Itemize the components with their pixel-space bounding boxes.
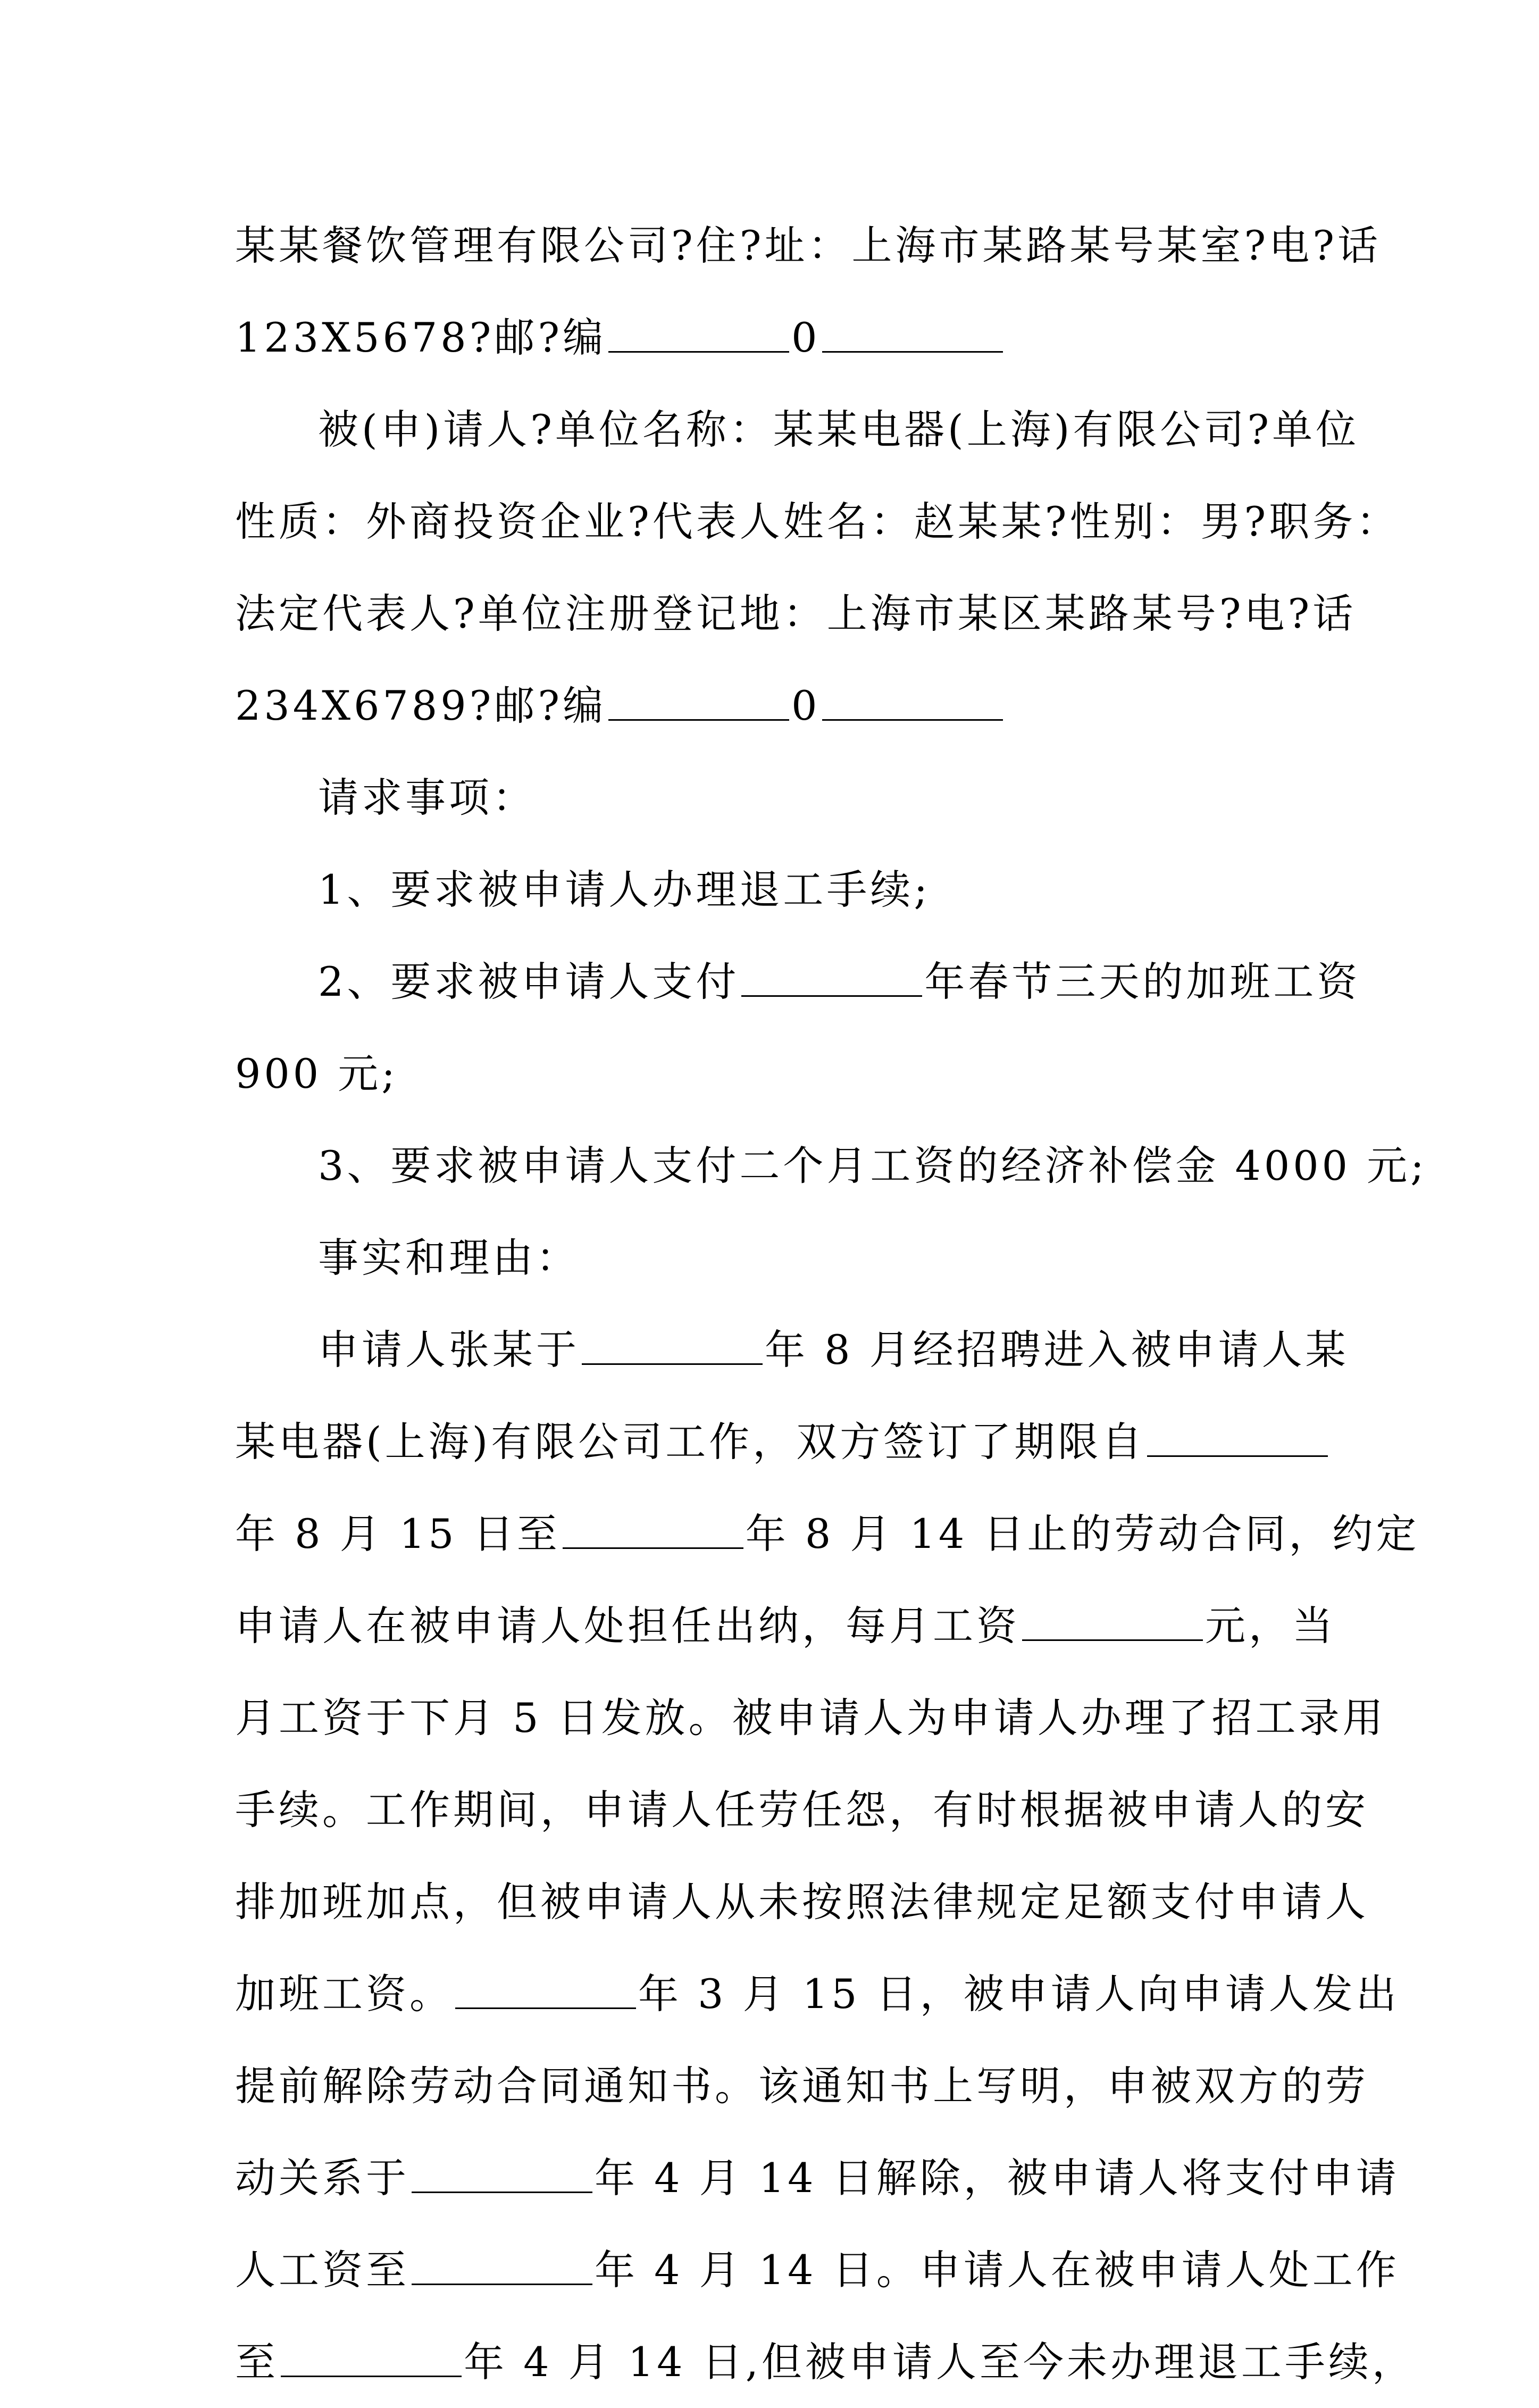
request-item-2-cont [235, 1028, 1312, 1120]
text-segment: 年 4 月 14 日解除，被申请人将支付申请 [595, 2154, 1400, 2202]
text-segment: 年春节三天的加班工资 [924, 958, 1361, 1005]
text-line-6 [235, 660, 1312, 752]
text-segment: 事实和理由： [318, 1234, 580, 1281]
text-segment: 234X6789?邮?编 [235, 682, 607, 729]
text-segment: 3、要求被申请人支付二个月工资的经济补偿金 4000 元; [318, 1142, 1427, 1189]
fill-in-blank [563, 1515, 743, 1549]
text-segment: 年 8 月 14 日止的劳动合同，约定 [745, 1510, 1420, 1557]
fill-in-blank [741, 963, 922, 997]
text-line-15 [235, 1488, 1420, 1580]
section-heading-requests [235, 752, 1312, 844]
text-segment: 手续。工作期间，申请人任劳任怨，有时根据被申请人的安 [235, 1786, 1369, 1834]
text-segment: 法定代表人?单位注册登记地：上海市某区某路某号?电?话 [235, 590, 1357, 637]
text-segment: 动关系于 [235, 2154, 409, 2202]
fill-in-blank [1147, 1423, 1328, 1457]
text-segment: 0 [791, 314, 821, 361]
text-segment: 2、要求被申请人支付 [318, 958, 740, 1005]
text-segment: 1、要求被申请人办理退工手续; [318, 866, 931, 913]
text-line-21 [235, 2040, 1369, 2132]
text-line-13 [235, 1304, 1349, 1396]
text-line-1 [235, 199, 1381, 291]
text-segment: 申请人张某于 [318, 1326, 580, 1373]
text-line-14 [235, 1396, 1312, 1488]
text-line-23 [235, 2224, 1400, 2316]
text-line-16 [235, 1580, 1336, 1672]
fill-in-blank [822, 319, 1003, 353]
text-line-19 [235, 1856, 1369, 1948]
text-segment: 年 8 月经招聘进入被申请人某 [765, 1326, 1349, 1373]
fill-in-blank [412, 2252, 592, 2285]
fill-in-blank [281, 2344, 462, 2377]
text-line-5 [235, 568, 1357, 660]
text-segment: 某某餐饮管理有限公司?住?址：上海市某路某号某室?电?话 [235, 222, 1381, 269]
text-segment: 0 [791, 682, 821, 729]
text-segment: 请求事项： [318, 774, 536, 821]
fill-in-blank [1022, 1607, 1203, 1641]
text-segment: 提前解除劳动合同通知书。该通知书上写明，申被双方的劳 [235, 2062, 1369, 2110]
fill-in-blank [455, 1976, 636, 2009]
text-line-20 [235, 1948, 1400, 2040]
text-segment: 年 3 月 15 日，被申请人向申请人发出 [638, 1970, 1400, 2018]
request-item-1 [235, 844, 1312, 936]
text-segment: 123X5678?邮?编 [235, 314, 607, 361]
request-item-2 [235, 936, 1361, 1028]
request-item-3 [235, 1120, 1427, 1212]
text-line-4 [235, 476, 1400, 568]
text-segment: 被(申)请人?单位名称：某某电器(上海)有限公司?单位 [318, 406, 1360, 453]
fill-in-blank [412, 2160, 592, 2193]
text-segment: 月工资于下月 5 日发放。被申请人为申请人办理了招工录用 [235, 1694, 1386, 1742]
text-segment: 年 4 月 14 日。申请人在被申请人处工作 [595, 2246, 1400, 2294]
text-segment: 加班工资。 [235, 1970, 453, 2018]
text-segment: 年 4 月 14 日,但被申请人至今未办理退工手续， [464, 2338, 1416, 2386]
document-body [235, 199, 1427, 2408]
text-segment: 人工资至 [235, 2246, 409, 2294]
fill-in-blank [608, 687, 789, 721]
text-line-18 [235, 1764, 1369, 1856]
fill-in-blank [822, 687, 1003, 721]
text-segment: 至 [235, 2338, 279, 2386]
section-heading-facts [235, 1212, 1312, 1304]
text-segment: 排加班加点，但被申请人从未按照法律规定足额支付申请人 [235, 1878, 1369, 1926]
text-line-24 [235, 2316, 1416, 2408]
text-segment: 年 8 月 15 日至 [235, 1510, 561, 1557]
fill-in-blank [582, 1331, 763, 1365]
text-line-3 [235, 384, 1360, 476]
text-line-22 [235, 2132, 1400, 2224]
text-segment: 申请人在被申请人处担任出纳，每月工资 [235, 1602, 1020, 1649]
text-segment: 900 元; [235, 1050, 398, 1097]
text-line-2 [235, 291, 1312, 384]
fill-in-blank [608, 319, 789, 353]
text-segment: 性质：外商投资企业?代表人姓名：赵某某?性别：男?职务： [235, 498, 1400, 545]
text-segment: 某电器(上海)有限公司工作，双方签订了期限自 [235, 1418, 1145, 1465]
text-segment: 元，当 [1205, 1602, 1336, 1649]
text-line-17 [235, 1672, 1386, 1764]
